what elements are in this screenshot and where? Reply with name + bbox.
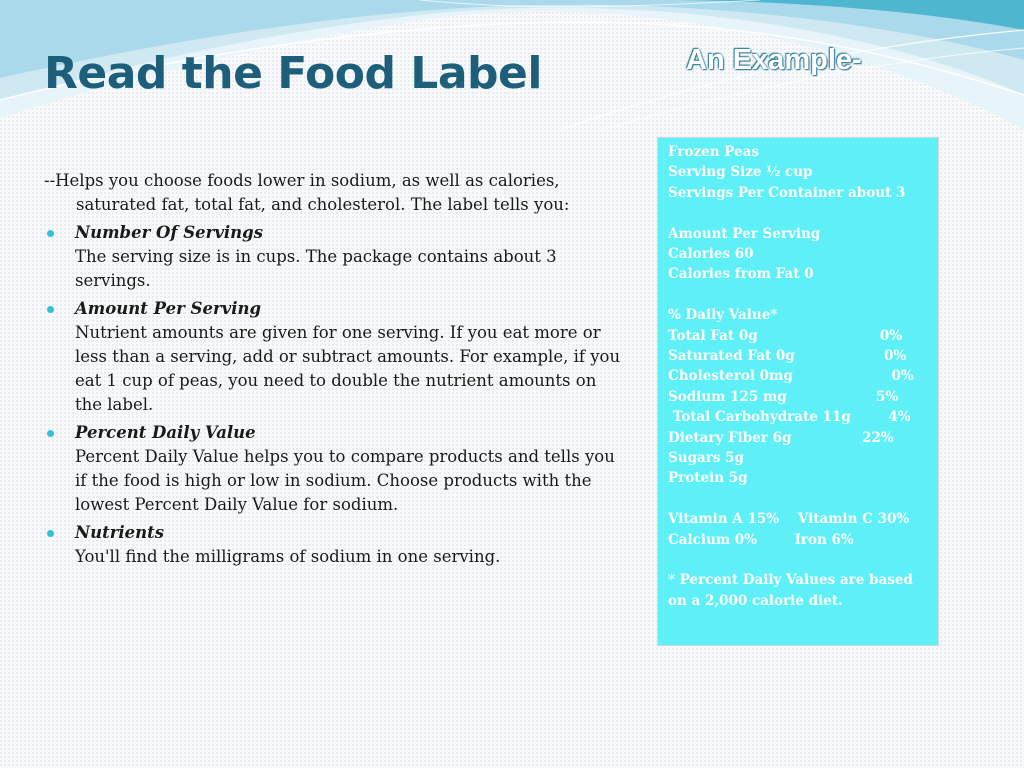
bullet-dot-icon [47,230,54,237]
bullet-heading: Number Of Servings [75,223,264,242]
food-label-line: Calcium 0% Iron 6% [668,531,854,548]
intro-paragraph: --Helps you choose foods lower in sodium, as well as calories, saturated fat, total fat, and cholesterol. The label tells you: [44,171,570,214]
food-label-line: Frozen Peas [668,144,759,160]
bullet-body: Nutrient amounts are given for one serving. If you eat more or less than a serving, add or subtract amounts. For example, if you eat 1 cup of peas, you need to double the nutrient amounts on the label. [75,323,621,414]
food-label-line: Servings Per Container about 3 [668,184,906,201]
food-label-line: Protein 5g [668,470,748,487]
bullet-item-nutrients [44,521,624,569]
bullet-body: You'll find the milligrams of sodium in one serving. [75,547,501,566]
food-label-line [668,203,928,223]
slide-title: Read the Food Label [44,48,542,99]
food-label-line: Dietary Fiber 6g 22% [668,429,894,446]
bullet-dot-icon [47,530,54,537]
bullet-body: Percent Daily Value helps you to compare products and tells you if the food is high or low in sodium. Choose products with the lowest Percent Daily Value for sodium. [75,447,615,514]
food-label-line [668,489,928,509]
food-label-line [668,550,928,570]
bullet-heading: Nutrients [75,523,165,542]
food-label-line: on a 2,000 calorie diet. [668,592,843,609]
food-label-line: Calories 60 [668,246,754,263]
bullet-list [44,221,624,569]
food-label-line: % Daily Value* [668,307,778,324]
food-label-line: Amount Per Serving [668,225,821,242]
food-label-line: Vitamin A 15% Vitamin C 30% [668,511,910,528]
bullet-item-percent-daily-value [44,421,624,517]
bullet-item-amount-per-serving [44,297,624,417]
food-label-box [657,137,939,646]
example-label: An Example- [686,44,862,76]
food-label-line: Cholesterol 0mg 0% [668,368,914,385]
bullet-dot-icon [47,430,54,437]
bullet-body: The serving size is in cups. The package contains about 3 servings. [75,247,557,290]
food-label-line: Sugars 5g [668,450,744,467]
bullet-item-number-of-servings [44,221,624,293]
bullet-heading: Amount Per Serving [75,299,262,318]
body-text [44,169,624,573]
food-label-line: Serving Size ½ cup [668,164,813,181]
bullet-dot-icon [47,306,54,313]
food-label-line: Calories from Fat 0 [668,266,814,283]
food-label-line: Saturated Fat 0g 0% [668,348,907,365]
food-label-line: Total Carbohydrate 11g 4% [668,409,911,426]
food-label-line [668,285,928,305]
bullet-heading: Percent Daily Value [75,423,256,442]
food-label-line: Sodium 125 mg 5% [668,388,899,405]
food-label-line: Total Fat 0g 0% [668,327,903,344]
food-label-line: * Percent Daily Values are based [668,572,913,589]
